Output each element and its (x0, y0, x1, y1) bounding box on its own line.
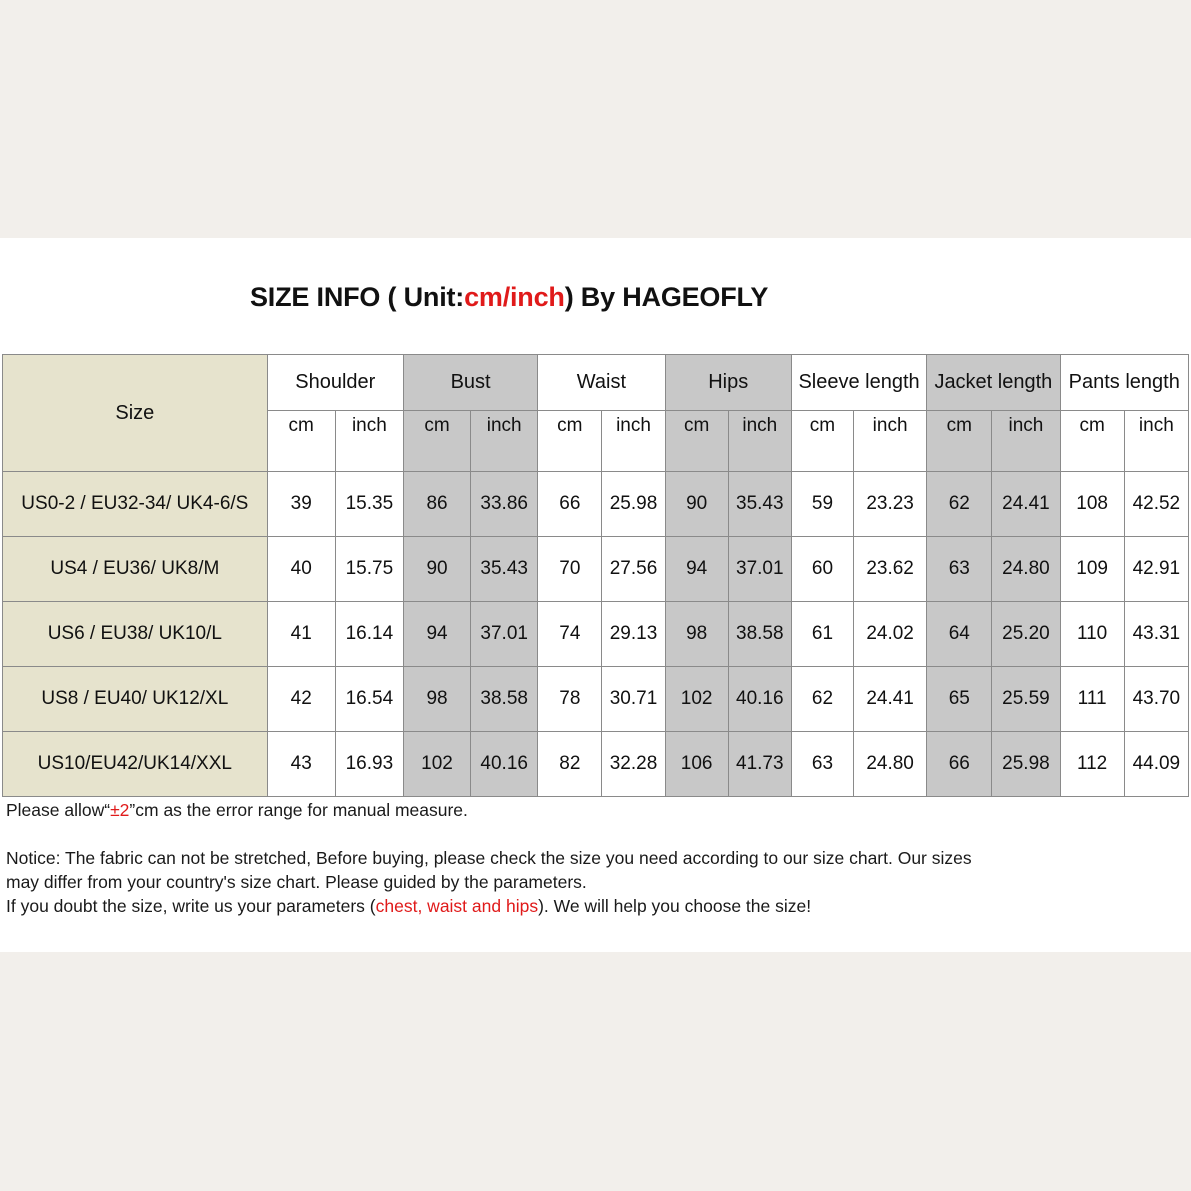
size-label: US10/EU42/UK14/XXL (3, 732, 268, 797)
table-cell: 61 (791, 602, 853, 667)
table-cell: 43.70 (1124, 667, 1188, 732)
table-cell: 66 (927, 732, 992, 797)
table-cell: 33.86 (471, 472, 538, 537)
measurement-header-row (3, 355, 1189, 411)
table-cell: 109 (1060, 537, 1124, 602)
table-cell: 25.20 (992, 602, 1060, 667)
table-cell: 25.98 (992, 732, 1060, 797)
size-label: US4 / EU36/ UK8/M (3, 537, 268, 602)
table-cell: 40 (267, 537, 335, 602)
table-cell: 15.35 (335, 472, 403, 537)
size-chart-card (0, 238, 1191, 952)
table-cell: 64 (927, 602, 992, 667)
table-row (3, 602, 1189, 667)
table-cell: 90 (665, 472, 728, 537)
column-header-5: Jacket length (927, 355, 1060, 411)
size-label: US0-2 / EU32-34/ UK4-6/S (3, 472, 268, 537)
table-cell: 41.73 (728, 732, 791, 797)
table-cell: 38.58 (728, 602, 791, 667)
table-cell: 35.43 (728, 472, 791, 537)
table-cell: 16.54 (335, 667, 403, 732)
size-table (2, 354, 1189, 797)
table-cell: 106 (665, 732, 728, 797)
doubt-prefix: If you doubt the size, write us your parameters ( (6, 896, 376, 916)
title-prefix: SIZE INFO ( Unit: (250, 282, 465, 312)
error-range-suffix: ”cm as the error range for manual measure. (129, 800, 468, 820)
table-cell: 66 (538, 472, 602, 537)
column-header-1: Bust (403, 355, 537, 411)
column-header-4: Sleeve length (791, 355, 926, 411)
table-cell: 62 (791, 667, 853, 732)
table-cell: 110 (1060, 602, 1124, 667)
table-cell: 35.43 (471, 537, 538, 602)
table-cell: 23.62 (854, 537, 927, 602)
table-cell: 98 (665, 602, 728, 667)
table-cell: 38.58 (471, 667, 538, 732)
table-cell: 98 (403, 667, 470, 732)
table-cell: 102 (665, 667, 728, 732)
size-label: US8 / EU40/ UK12/XL (3, 667, 268, 732)
table-cell: 60 (791, 537, 853, 602)
table-cell: 94 (665, 537, 728, 602)
table-cell: 40.16 (471, 732, 538, 797)
unit-header: cm (538, 411, 602, 472)
doubt-highlight: chest, waist and hips (375, 896, 539, 916)
table-cell: 37.01 (471, 602, 538, 667)
table-cell: 63 (791, 732, 853, 797)
error-range-note (6, 798, 972, 822)
unit-header: cm (791, 411, 853, 472)
table-cell: 27.56 (602, 537, 665, 602)
table-cell: 25.59 (992, 667, 1060, 732)
unit-header: inch (335, 411, 403, 472)
table-cell: 23.23 (854, 472, 927, 537)
size-header: Size (3, 355, 268, 472)
error-range-prefix: Please allow“ (6, 800, 111, 820)
unit-header: inch (1124, 411, 1188, 472)
notice-line-1: Notice: The fabric can not be stretched, Before buying, please check the size you need according to our size chart. Our sizes (6, 848, 972, 868)
table-cell: 82 (538, 732, 602, 797)
unit-header: cm (1060, 411, 1124, 472)
table-cell: 42.52 (1124, 472, 1188, 537)
table-cell: 44.09 (1124, 732, 1188, 797)
chart-title (250, 282, 768, 313)
table-cell: 40.16 (728, 667, 791, 732)
table-cell: 41 (267, 602, 335, 667)
table-cell: 43 (267, 732, 335, 797)
table-cell: 42 (267, 667, 335, 732)
table-row (3, 472, 1189, 537)
error-range-value: ±2 (110, 800, 130, 820)
unit-header: inch (728, 411, 791, 472)
table-cell: 24.41 (992, 472, 1060, 537)
table-row (3, 537, 1189, 602)
table-cell: 24.41 (854, 667, 927, 732)
table-cell: 43.31 (1124, 602, 1188, 667)
column-header-6: Pants length (1060, 355, 1188, 411)
column-header-0: Shoulder (267, 355, 403, 411)
table-cell: 42.91 (1124, 537, 1188, 602)
notice-line-2: may differ from your country's size chart. Please guided by the parameters. (6, 872, 587, 892)
table-cell: 24.02 (854, 602, 927, 667)
table-cell: 78 (538, 667, 602, 732)
title-suffix: ) By HAGEOFLY (564, 282, 769, 312)
table-cell: 59 (791, 472, 853, 537)
table-cell: 70 (538, 537, 602, 602)
unit-header: cm (665, 411, 728, 472)
unit-header: inch (602, 411, 665, 472)
table-cell: 24.80 (992, 537, 1060, 602)
table-cell: 25.98 (602, 472, 665, 537)
title-unit: cm/inch (464, 282, 565, 312)
table-cell: 74 (538, 602, 602, 667)
unit-header: cm (267, 411, 335, 472)
table-cell: 29.13 (602, 602, 665, 667)
unit-header: inch (854, 411, 927, 472)
table-row (3, 732, 1189, 797)
table-cell: 32.28 (602, 732, 665, 797)
notes (6, 798, 972, 918)
doubt-suffix: ). We will help you choose the size! (538, 896, 812, 916)
unit-header: cm (927, 411, 992, 472)
table-cell: 62 (927, 472, 992, 537)
table-cell: 112 (1060, 732, 1124, 797)
unit-header: inch (992, 411, 1060, 472)
column-header-2: Waist (538, 355, 665, 411)
table-cell: 63 (927, 537, 992, 602)
table-cell: 37.01 (728, 537, 791, 602)
unit-header: inch (471, 411, 538, 472)
table-cell: 24.80 (854, 732, 927, 797)
table-row (3, 667, 1189, 732)
unit-header: cm (403, 411, 470, 472)
table-cell: 39 (267, 472, 335, 537)
table-cell: 111 (1060, 667, 1124, 732)
table-cell: 65 (927, 667, 992, 732)
table-cell: 86 (403, 472, 470, 537)
doubt-note (6, 894, 972, 918)
column-header-3: Hips (665, 355, 791, 411)
table-cell: 94 (403, 602, 470, 667)
table-cell: 30.71 (602, 667, 665, 732)
table-cell: 90 (403, 537, 470, 602)
table-cell: 15.75 (335, 537, 403, 602)
size-label: US6 / EU38/ UK10/L (3, 602, 268, 667)
table-cell: 102 (403, 732, 470, 797)
table-cell: 108 (1060, 472, 1124, 537)
table-cell: 16.93 (335, 732, 403, 797)
table-cell: 16.14 (335, 602, 403, 667)
